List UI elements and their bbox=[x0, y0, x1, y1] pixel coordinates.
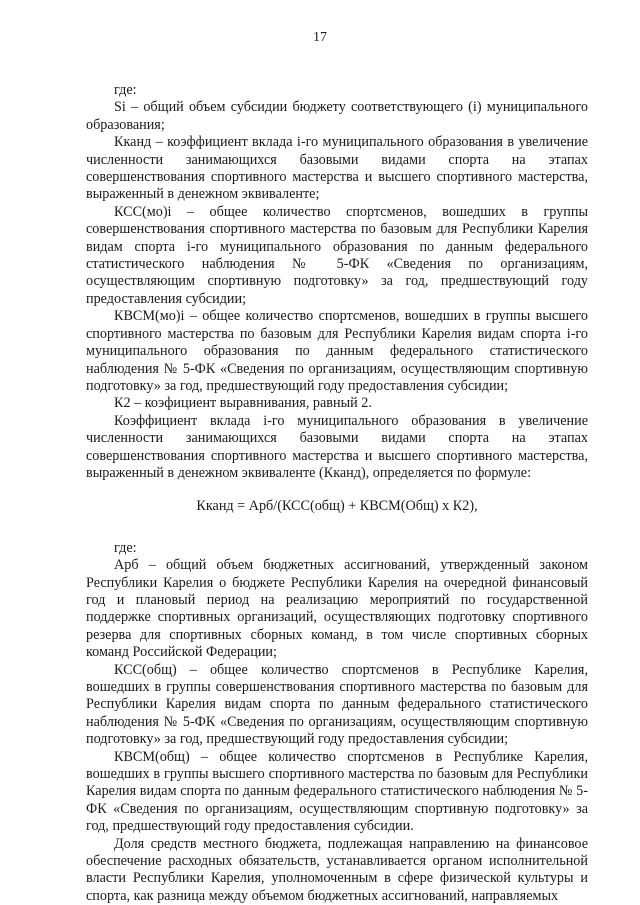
definition-k2: К2 – коэфициент выравнивания, равный 2. bbox=[114, 395, 372, 412]
definition-kkand: Кканд – коэффициент вклада i-го муниципального образования в увеличение численности занимающихся базовыми видами спорта на этапах совершенствования спортивного мастерства и высшего спортивного мастерства, выраженный в денежном эквиваленте; bbox=[86, 134, 588, 203]
definition-kvsm-total: КВСМ(общ) – общее количество спортсменов в Республике Карелия, вошедших в группы высшего спортивного мастерства по базовым для Республики Карелия видам спорта по данным федерального статистического наблюдения № 5-ФК «Сведения по организациям, осуществляющим спортивную подготовку» за год, предшествующий году предоставления субсидии. bbox=[86, 748, 588, 835]
where-label-2: где: bbox=[114, 539, 137, 556]
definition-kss-mo: КСС(мо)i – общее количество спортсменов, вошедших в группы совершенствования спортивного мастерства по базовым для Республики Карелия видам спорта i-го муниципального образования по данным федерального статистического наблюдения № 5-ФК «Сведения по организациям, осуществляющим спортивную подготовку» за год, предшествующий году предоставления субсидии; bbox=[86, 203, 588, 307]
definition-kss-total: КСС(общ) – общее количество спортсменов в Республике Карелия, вошедших в группы совершенствования спортивного мастерства по базовым для Республики Карелия видам спорта по данным федерального статистического наблюдения № 5-ФК «Сведения по организациям, осуществляющим спортивную подготовку» за год, предшествующий году предоставления субсидии; bbox=[86, 661, 588, 748]
document-body bbox=[86, 78, 588, 905]
local-budget-share-paragraph: Доля средств местного бюджета, подлежащая направлению на финансовое обеспечение расходных обязательств, устанавливается органом исполнительной власти Республики Карелия, уполномоченным в сфере физической культуры и спорта, как разница между объемом бюджетных ассигнований, направляемых bbox=[86, 835, 588, 904]
formula: Кканд = Арб/(КСС(общ) + КВСМ(Общ) х К2), bbox=[196, 498, 478, 515]
page-number: 17 bbox=[313, 30, 327, 45]
where-label: где: bbox=[114, 82, 137, 98]
definition-si: Si – общий объем субсидии бюджету соответствующего (i) муниципального образования; bbox=[86, 99, 588, 133]
coefficient-description: Коэффициент вклада i-го муниципального образования в увеличение численности занимающихся базовыми видами спорта на этапах совершенствования спортивного мастерства и высшего спортивного мастерства, выраженный в денежном эквиваленте (Кканд), определяется по формуле: bbox=[86, 412, 588, 481]
definition-arb: Арб – общий объем бюджетных ассигнований, утвержденный законом Республики Карелия о бюджете Республики Карелия на очередной финансовый год и плановый период на реализацию мероприятий по государственной поддержке спортивных организаций, осуществляющих подготовку спортивного резерва для спортивных сборных команд, в том числе спортивных сборных команд Российской Федерации; bbox=[86, 557, 588, 661]
definition-kvsm-mo: КВСМ(мо)i – общее количество спортсменов, вошедших в группы высшего спортивного мастерства по базовым для Республики Карелия видам спорта i-го муниципального образования по данным федерального статистического наблюдения № 5-ФК «Сведения по организациям, осуществляющим спортивную подготовку» за год, предшествующий году предоставления субсидии; bbox=[86, 308, 588, 394]
